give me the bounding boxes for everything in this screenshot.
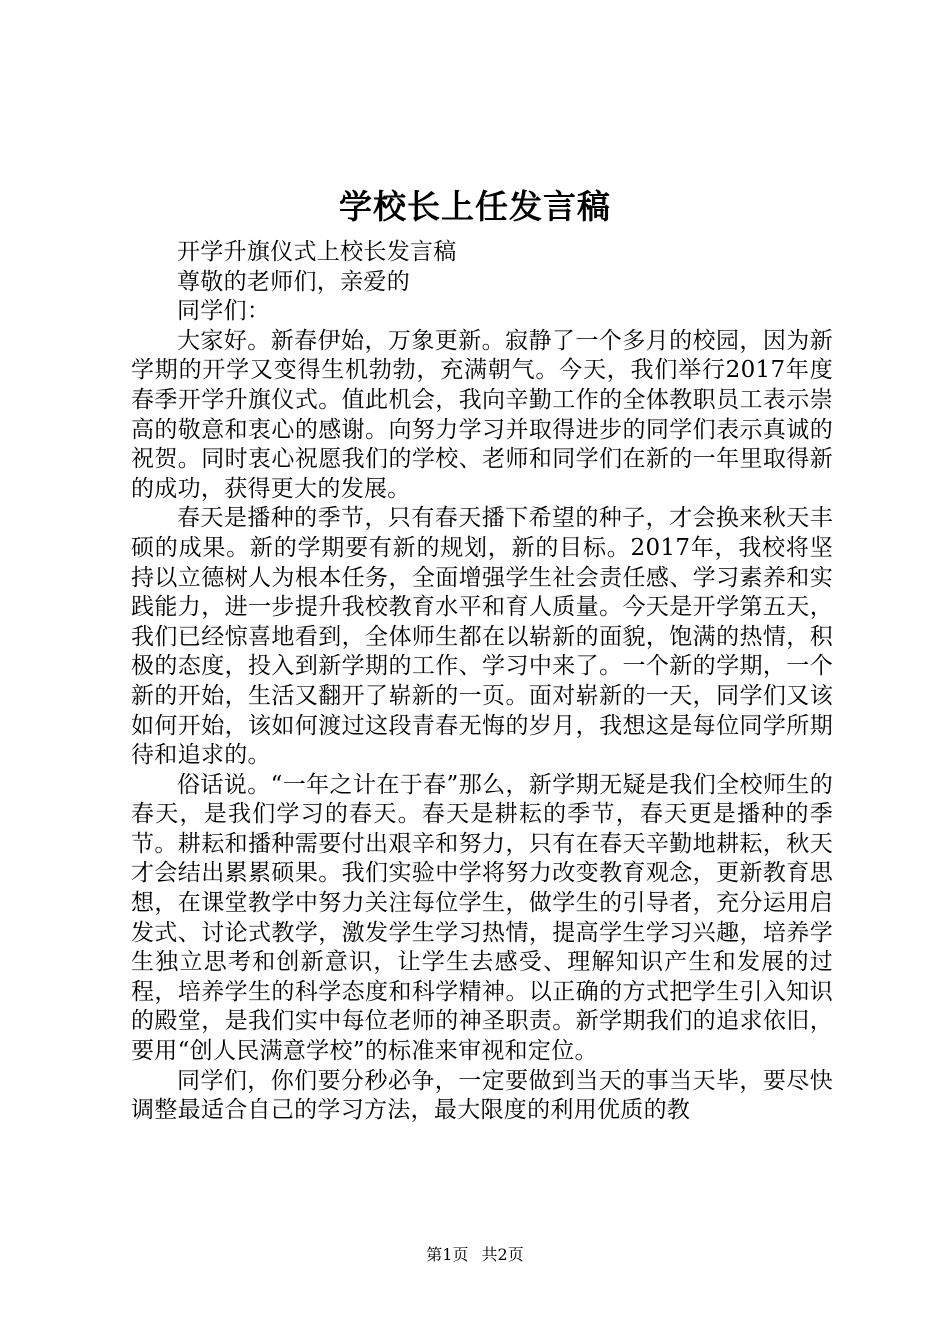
page-number: 第1页 bbox=[426, 1245, 469, 1264]
page-total: 共2页 bbox=[481, 1245, 524, 1264]
body-paragraph: 同学们，你们要分秒必争，一定要做到当天的事当天毕，要尽快调整最适合自己的学习方法，最大限度的利用优质的教 bbox=[131, 1067, 833, 1124]
body-paragraph: 春天是播种的季节，只有春天播下希望的种子，才会换来秋天丰硕的成果。新的学期要有新的规划，新的目标。2017年，我校将坚持以立德树人为根本任务，全面增强学生社会责任感、学习素养和实践能力，进一步提升我校教育水平和育人质量。今天是开学第五天，我们已经惊喜地看到，全体师生都在以崭新的面貌，饱满的热情，积极的态度，投入到新学期的工作、学习中来了。一个新的学期，一个新的开始，生活又翻开了崭新的一页。面对崭新的一天，同学们又该如何开始，该如何渡过这段青春无悔的岁月，我想这是每位同学所期待和追求的。 bbox=[131, 505, 833, 769]
page-footer bbox=[0, 1244, 950, 1266]
document-title: 学校长上任发言稿 bbox=[339, 187, 611, 226]
greeting-line: 同学们： bbox=[177, 298, 271, 325]
subtitle-line: 开学升旗仪式上校长发言稿 bbox=[177, 239, 457, 265]
document-body bbox=[131, 238, 833, 1126]
body-paragraph: 大家好。新春伊始，万象更新。寂静了一个多月的校园，因为新学期的开学又变得生机勃勃，充满朝气。今天，我们举行2017年度春季开学升旗仪式。值此机会，我向辛勤工作的全体教职员工表示崇高的敬意和衷心的感谢。向努力学习并取得进步的同学们表示真诚的祝贺。同时衷心祝愿我们的学校、老师和同学们在新的一年里取得新的成功，获得更大的发展。 bbox=[131, 327, 833, 502]
body-paragraph: 俗话说。“一年之计在于春”那么，新学期无疑是我们全校师生的春天，是我们学习的春天。春天是耕耘的季节，春天更是播种的季节。耕耘和播种需要付出艰辛和努力，只有在春天辛勤地耕耘，秋天才会结出累累硕果。我们实验中学将努力改变教育观念，更新教育思想，在课堂教学中努力关注每位学生，做学生的引导者，充分运用启发式、讨论式教学，激发学生学习热情，提高学生学习兴趣，培养学生独立思考和创新意识，让学生去感受、理解知识产生和发展的过程，培养学生的科学态度和科学精神。以正确的方式把学生引入知识的殿堂，是我们实中每位老师的神圣职责。新学期我们的追求依旧，要用“创人民满意学校”的标准来审视和定位。 bbox=[131, 771, 833, 1065]
greeting-line: 尊敬的老师们，亲爱的 bbox=[177, 268, 410, 295]
